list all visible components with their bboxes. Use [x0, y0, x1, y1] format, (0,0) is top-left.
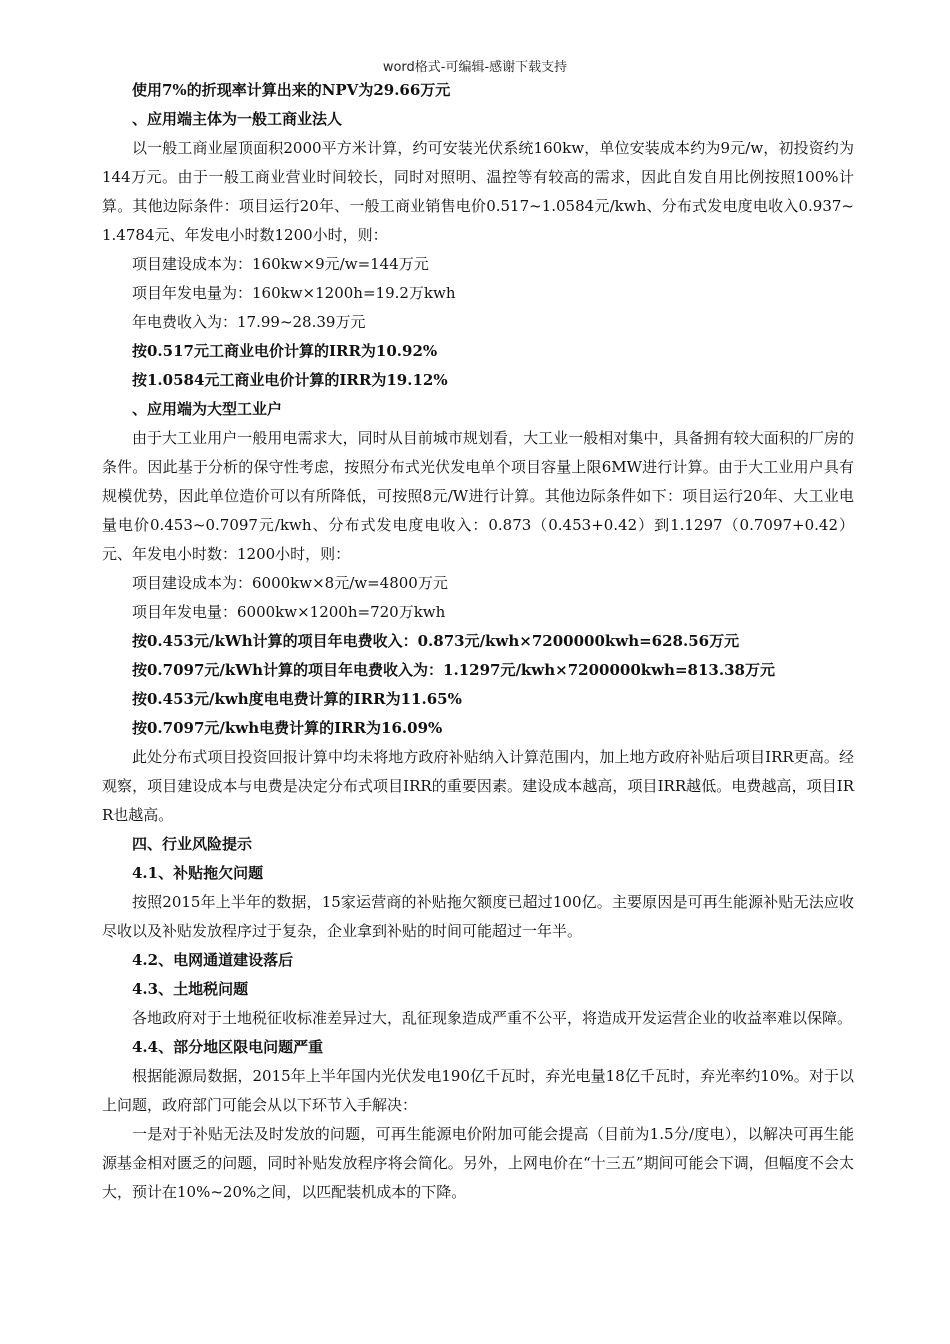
commercial-build-cost: 项目建设成本为：160kw×9元/w=144万元	[132, 255, 429, 273]
subheading-4-1: 4.1、补贴拖欠问题	[132, 864, 264, 882]
document-body	[102, 76, 854, 1207]
industrial-irr-high: 按0.7097元/kwh电费计算的IRR为16.09%	[132, 719, 443, 737]
section-heading-industrial: 、应用端为大型工业户	[132, 400, 283, 418]
industrial-irr-low: 按0.453元/kwh度电电费计算的IRR为11.65%	[132, 690, 462, 708]
page-header: word格式-可编辑-感谢下载支持	[382, 60, 568, 75]
commercial-annual-revenue: 年电费收入为：17.99~28.39万元	[132, 313, 366, 331]
subheading-4-2: 4.2、电网通道建设落后	[132, 951, 294, 969]
industrial-revenue-low: 按0.453元/kWh计算的项目年电费收入：0.873元/kwh×7200000kwh=628.56万元	[132, 632, 740, 650]
section-heading-commercial: 、应用端主体为一般工商业法人	[132, 110, 343, 128]
section-heading-risks: 四、行业风险提示	[132, 835, 253, 853]
industrial-revenue-high: 按0.7097元/kWh计算的项目年电费收入为：1.1297元/kwh×7200000kwh=813.38万元	[132, 661, 775, 679]
paragraph-policy-outlook: 一是对于补贴无法及时发放的问题，可再生能源电价附加可能会提高（目前为1.5分/度电），以解决可再生能源基金相对匮乏的问题，同时补贴发放程序将会简化。另外，上网电价在“十三五”期间可能会下调，但幅度不会太大，预计在10%~20%之间，以匹配装机成本的下降。	[102, 1125, 854, 1201]
industrial-build-cost: 项目建设成本为：6000kw×8元/w=4800万元	[132, 574, 448, 592]
paragraph-subsidy-arrears: 按照2015年上半年的数据，15家运营商的补贴拖欠额度已超过100亿。主要原因是可再生能源补贴无法应收尽收以及补贴发放程序过于复杂，企业拿到补贴的时间可能超过一年半。	[102, 893, 854, 940]
paragraph-curtailment: 根据能源局数据，2015年上半年国内光伏发电190亿千瓦时，弃光电量18亿千瓦时，弃光率约10%。对于以上问题，政府部门可能会从以下环节入手解决：	[102, 1067, 854, 1114]
paragraph-commercial-intro: 以一般工商业屋顶面积2000平方米计算，约可安装光伏系统160kw，单位安装成本约为9元/w，初投资约为144万元。由于一般工商业营业时间较长，同时对照明、温控等有较高的需求，因此自发自用比例按照100%计算。其他边际条件：项目运行20年、一般工商业销售电价0.517~1.0584元/kwh、分布式发电度电收入0.937~1.4784元、年发电小时数1200小时，则：	[102, 139, 854, 244]
paragraph-industrial-intro: 由于大工业用户一般用电需求大，同时从目前城市规划看，大工业一般相对集中，具备拥有较大面积的厂房的条件。因此基于分析的保守性考虑，按照分布式光伏发电单个项目容量上限6MW进行计算。由于大工业用户具有规模优势，因此单位造价可以有所降低，可按照8元/W进行计算。其他边际条件如下：项目运行20年、大工业电量电价0.453~0.7097元/kwh、分布式发电度电收入：0.873（0.453+0.42）到1.1297（0.7097+0.42）元、年发电小时数：1200小时，则：	[102, 429, 854, 563]
commercial-irr-low: 按0.517元工商业电价计算的IRR为10.92%	[132, 342, 438, 360]
subheading-4-4: 4.4、部分地区限电问题严重	[132, 1038, 324, 1056]
industrial-annual-output: 项目年发电量：6000kw×1200h=720万kwh	[132, 603, 446, 621]
subheading-4-3: 4.3、土地税问题	[132, 980, 249, 998]
commercial-irr-high: 按1.0584元工商业电价计算的IRR为19.12%	[132, 371, 448, 389]
commercial-annual-output: 项目年发电量为：160kw×1200h=19.2万kwh	[132, 284, 456, 302]
npv-result: 使用7%的折现率计算出来的NPV为29.66万元	[132, 81, 451, 99]
paragraph-irr-summary: 此处分布式项目投资回报计算中均未将地方政府补贴纳入计算范围内，加上地方政府补贴后项目IRR更高。经观察，项目建设成本与电费是决定分布式项目IRR的重要因素。建设成本越高，项目IRR越低。电费越高，项目IRR也越高。	[102, 748, 854, 824]
paragraph-land-tax: 各地政府对于土地税征收标准差异过大，乱征现象造成严重不公平，将造成开发运营企业的收益率难以保障。	[132, 1009, 853, 1027]
